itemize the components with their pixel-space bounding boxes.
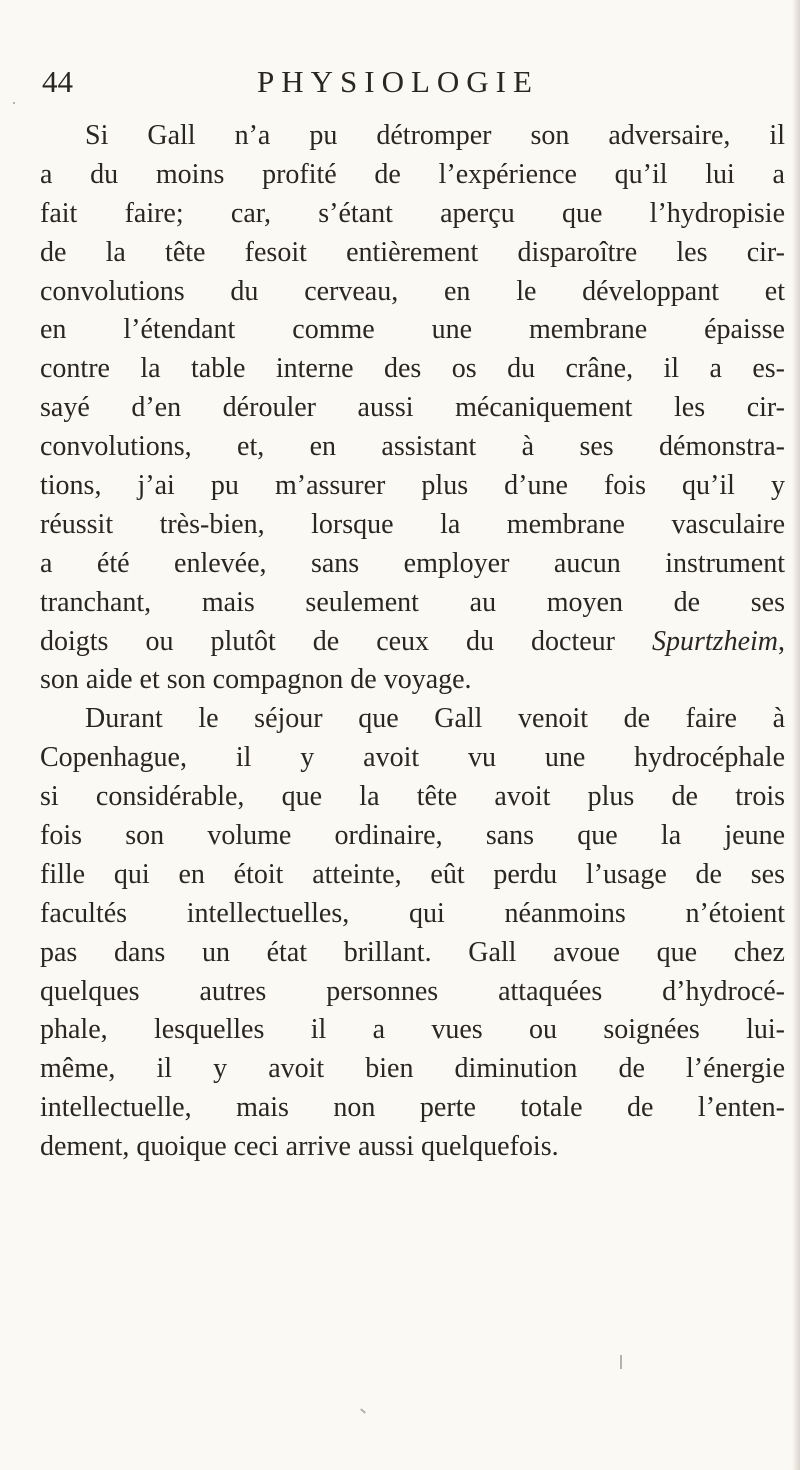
text-line: phale, lesquelles il a vues ou soignées lui- [40, 1014, 785, 1046]
page-header [0, 62, 800, 106]
paper-speck [620, 1355, 622, 1369]
text-line: si considérable, que la tête avoit plus de trois [40, 781, 785, 813]
text-line: tranchant, mais seulement au moyen de ses [40, 586, 785, 618]
text-line: tions, j’ai pu m’assurer plus d’une fois qu’il y [40, 470, 785, 502]
running-head: PHYSIOLOGIE [257, 64, 539, 99]
paper-speck [13, 102, 15, 104]
text-line: Copenhague, il y avoit vu une hydrocéphale [40, 742, 785, 774]
paper-speck [360, 1408, 366, 1413]
text-line-with-name [40, 623, 785, 662]
text-line: fois son volume ordinaire, sans que la jeune [40, 820, 785, 852]
text-line: facultés intellectuelles, qui néanmoins n’étoient [40, 897, 785, 929]
body-text [40, 117, 785, 1167]
text-line: son aide et son compagnon de voyage. [40, 664, 472, 696]
text-line: contre la table interne des os du crâne, il a es- [40, 353, 785, 385]
text-line: réussit très-bien, lorsque la membrane vasculaire [40, 508, 785, 540]
text-line: a été enlevée, sans employer aucun instrument [40, 547, 785, 579]
paragraph-2 [40, 700, 785, 1167]
text-line: convolutions, et, en assistant à ses démonstra- [40, 431, 785, 463]
text-line: fille qui en étoit atteinte, eût perdu l’usage de ses [40, 858, 785, 890]
text-fragment: , [778, 625, 785, 657]
text-line: fait faire; car, s’étant aperçu que l’hydropisie [40, 197, 785, 229]
text-line: convolutions du cerveau, en le développant et [40, 275, 785, 307]
text-line: a du moins profité de l’expérience qu’il lui a [40, 158, 785, 190]
text-line: quelques autres personnes attaquées d’hydrocé- [40, 975, 785, 1007]
text-line: dement, quoique ceci arrive aussi quelquefois. [40, 1131, 559, 1163]
text-line: en l’étendant comme une membrane épaisse [40, 314, 785, 346]
person-name: Spurtzheim [652, 625, 778, 657]
paragraph-1 [40, 117, 785, 700]
text-line: intellectuelle, mais non perte totale de l’enten- [40, 1092, 785, 1124]
text-line: même, il y avoit bien diminution de l’énergie [40, 1053, 785, 1085]
text-line: de la tête fesoit entièrement disparoître les cir- [40, 236, 785, 268]
text-fragment: doigts ou plutôt de ceux du docteur [40, 625, 615, 657]
text-line: Si Gall n’a pu détromper son adversaire, il [85, 120, 785, 151]
text-line: pas dans un état brillant. Gall avoue que chez [40, 936, 785, 968]
text-line: sayé d’en dérouler aussi mécaniquement les cir- [40, 392, 785, 424]
text-line: Durant le séjour que Gall venoit de faire à [85, 703, 785, 735]
page-edge-shadow [792, 0, 800, 1470]
page-number: 44 [42, 64, 73, 99]
